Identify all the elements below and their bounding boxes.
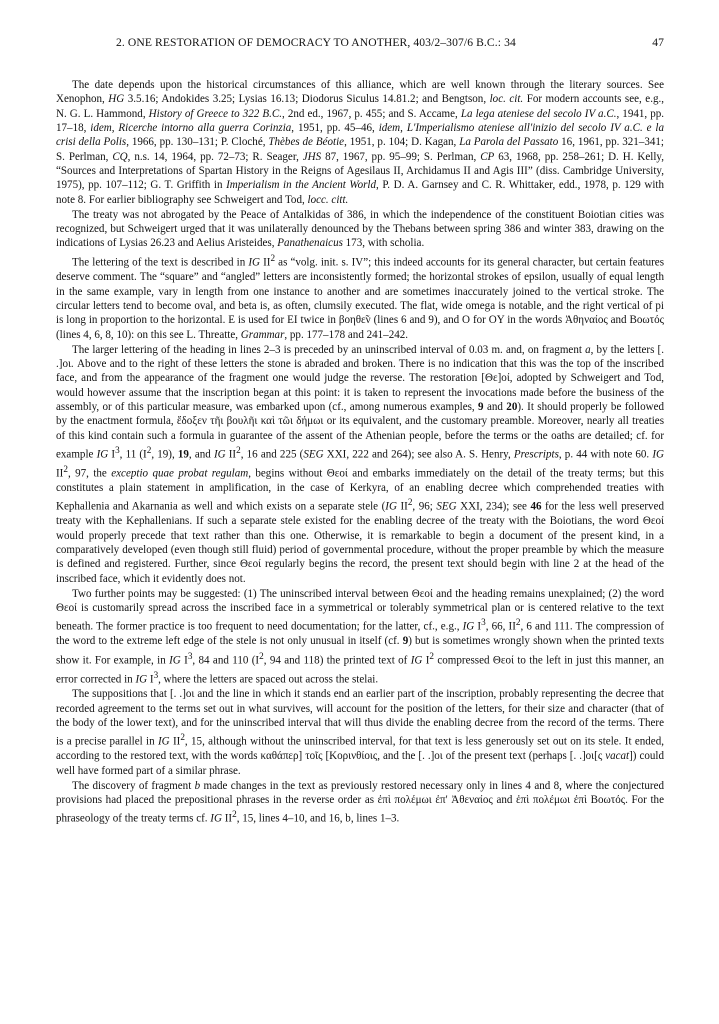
paragraph: The discovery of fragment b made changes in the text as previously restored necessary only in lines 4 and 8, where the conjectured provisions had placed the prepositional phrases in the reverse order as ἐπὶ πολέμωι ἐπ' Ἀθεναίος and ἐπὶ πολέμωι ἐπὶ Βοωτός. For the phraseology of the treaty terms cf. IG $II^2$, 15, lines 4–10, and 16, b, lines 1–3. xyxy=(56,779,664,826)
running-head xyxy=(56,34,664,52)
document-page xyxy=(56,34,664,827)
paragraph: The treaty was not abrogated by the Peace of Antalkidas of 386, in which the independence of the constituent Boiotian cities was recognized, but Schweigert urged that it was unilaterally denounced by the Thebans between spring 386 and winter 383, drawing on the indications of Lysias 26.23 and Aelius Aristeides, Panathenaicus 173, with scholia. xyxy=(56,208,664,250)
paragraph: The larger lettering of the heading in lines 2–3 is preceded by an uninscribed interval of 0.03 m. and, on fragment a, by the letters [. .]οι. Above and to the right of these letters the stone is abraded and broken. There is no indication that this was the top of the inscribed face, and from the appearance of the fragment one would judge the reverse. The restoration [Θε]οί, adopted by Schweigert and Tod, would however assume that the inscription began at this point: it is taken to represent the invocations made before the business of the assembly, or of this particular measure, was embarked upon (cf., among numerous examples, 9 and 20). It should properly be followed by the enactment formula, ἔδοξεν τῆι βουλῆι καὶ τῶι δήμωι or its equivalent, and the customary preamble. Moreover, nearly all treaties of this kind contain such a formula in guarantee of the assent of the Athenian people, before the terms or the oaths are detailed; cf. for example IG $I^3$, 11 ($I^2$, 19), 19, and IG $II^2$, 16 and 225 (SEG XXI, 222 and 264); see also A. S. Henry, Prescripts, p. 44 with note 60. IG $II^2$, 97, the exceptio quae probat regulam, begins without Θεοί and embarks immediately on the detail of the treaty terms; but this constitutes a plain statement in amplification, in the case of Kerkyra, of an enabling decree which comprehended treaties with Kephallenia and Akarnania as well and which exists on a separate stele (IG $II^2$, 96; SEG XXI, 234); see 46 for the less well preserved treaty with the Kephallenians. If such a separate stele existed for the enabling decree of the treaty with the Boiotians, the word Θεοί would properly precede that text rather than this one. Otherwise, it is remarkable to begin a document of the present kind, in a comparatively developed (even though still fluid) period of governmental procedure, without the proper preamble by which the measure is defined and registered. Further, since Θεοί regularly begins the record, the present text should begin with line 2 at the head of the inscribed face, which it evidently does not. xyxy=(56,343,665,585)
paragraph: The lettering of the text is described in IG $II^2$ as “volg. init. s. IV”; this indeed accounts for its general character, but certain features deserve comment. The “square” and “angled” letters are inconsistently formed; the horizontal strokes of epsilon, usually of equal length in the same example, vary in length from one instance to another and are sometimes inaccurately joined to the vertical stroke. The circular letters tend to become oval, and beta is, as often, clumsily executed. The flat, wide omega is notable, and the right vertical of pi is long in proportion to the horizontal. E is used for EI twice in βοηθε̃ν (lines 6 and 9), and O for OY in the words Ἀθηναίος and Βοωτός (lines 4, 6, 8, 10): on this see L. Threatte, Grammar, pp. 177–178 and 241–242. xyxy=(56,253,665,341)
page-number: 47 xyxy=(652,36,664,49)
chapter-title: 2. ONE RESTORATION OF DEMOCRACY TO ANOTHER, 403/2–307/6 B.C.: 34 xyxy=(116,36,516,49)
body-text xyxy=(56,78,664,826)
paragraph: Two further points may be suggested: (1) The uninscribed interval between Θεοί and the heading remains unexplained; (2) the word Θεοί is customarily spread across the inscribed face in a symmetrical or tolerably symmetrical plan or is centered relative to the text beneath. The former practice is too frequent to need documentation; for the latter, cf., e.g., IG $I^3$, 66, $II^2$, 6 and 111. The compression of the word to the extreme left edge of the stele is not only unusual in itself (cf. 9) but is sometimes wrongly shown when the printed texts show it. For example, in IG $I^3$, 84 and 110 ($I^2$, 94 and 118) the printed text of IG $I^2$ compressed Θεοί to the left in just this manner, an error corrected in IG $I^3$, where the letters are spaced out across the stelai. xyxy=(56,587,665,686)
paragraph: The date depends upon the historical circumstances of this alliance, which are well known through the literary sources. See Xenophon, HG 3.5.16; Andokides 3.25; Lysias 16.13; Diodorus Siculus 14.81.2; and Bengtson, loc. cit. For modern accounts see, e.g., N. G. L. Hammond, History of Greece to 322 B.C., 2nd ed., 1967, p. 455; and S. Accame, La lega ateniese del secolo IV a.C., 1941, pp. 17–18, idem, Ricerche intorno alla guerra Corinzia, 1951, pp. 45–46, idem, L'Imperialismo ateniese all'inizio del secolo IV a.C. e la crisi della Polis, 1966, pp. 130–131; P. Cloché, Thèbes de Béotie, 1951, p. 104; D. Kagan, La Parola del Passato 16, 1961, pp. 321–341; S. Perlman, CQ, n.s. 14, 1964, pp. 72–73; R. Seager, JHS 87, 1967, pp. 95–99; S. Perlman, CP 63, 1968, pp. 258–261; D. H. Kelly, “Sources and Interpretations of Spartan History in the Reigns of Agesilaus II, Archidamus II and Agis III” (diss. Cambridge University, 1975), pp. 107–112; G. T. Griffith in Imperialism in the Ancient World, P. D. A. Garnsey and C. R. Whittaker, edd., 1978, p. 129 with note 8. For earlier bibliography see Schweigert and Tod, locc. citt. xyxy=(56,79,665,206)
paragraph: The suppositions that [. .]οι and the line in which it stands end an earlier part of the inscription, probably representing the decree that recorded agreement to the terms set out in what survives, will account for the position of the letters, for their size and character (that of the body of the lower text), and for the uninscribed interval that will thus divide the enabling decree from the record of the terms. There is a precise parallel in IG $II^2$, 15, although without the uninscribed interval, for that text is less generously set out on its stele. It ended, according to the restored text, with the words καθάπερ] τοῖς [Κορινθίοις, and the [. .]οι of the present text (perhaps [. .]οι[ς vacat]) could well have formed part of a similar phrase. xyxy=(56,688,664,777)
